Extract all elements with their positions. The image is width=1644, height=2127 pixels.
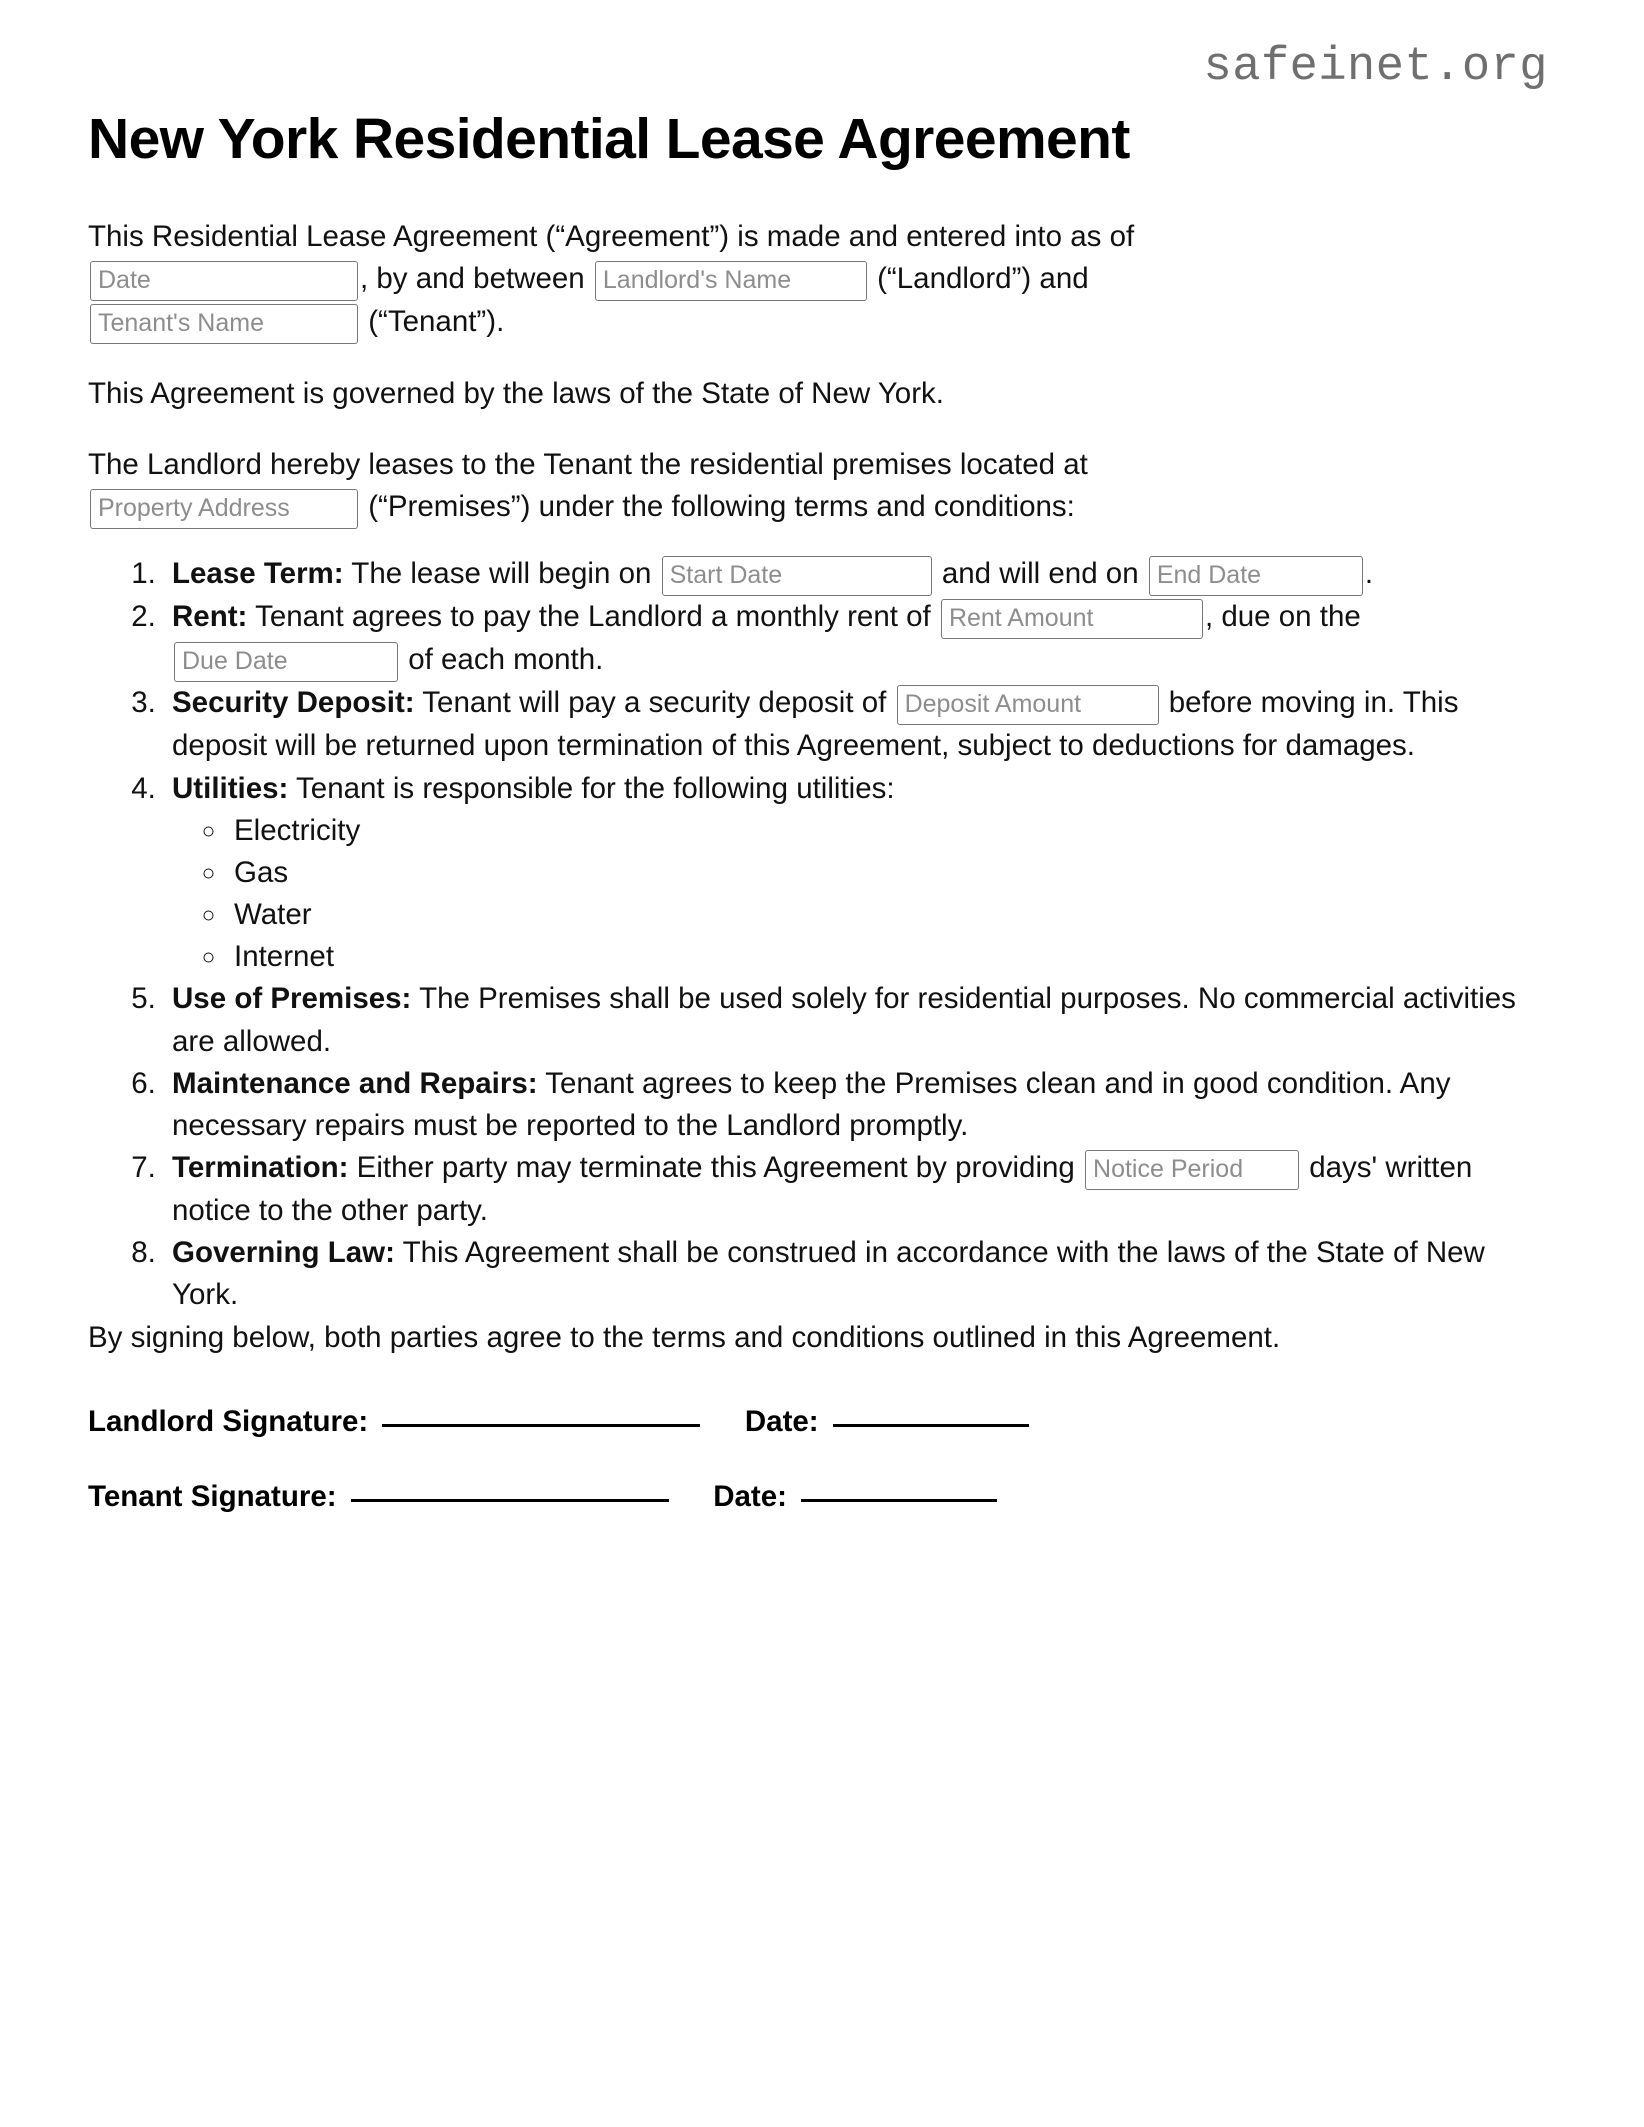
lease-end-date-input[interactable] xyxy=(1149,556,1363,596)
intro-after-landlord: (“Landlord”) and xyxy=(877,262,1089,295)
term-label-termination: Termination: xyxy=(172,1151,349,1185)
utilities-list xyxy=(172,810,1548,979)
tenant-signature-label: Tenant Signature: xyxy=(88,1479,337,1513)
premises-after-address: (“Premises”) under the following terms and conditions: xyxy=(368,490,1075,524)
landlord-date-line[interactable] xyxy=(833,1424,1029,1427)
premises-line-1: The Landlord hereby leases to the Tenant the residential premises located at xyxy=(88,448,1088,482)
lease-start-date-input[interactable] xyxy=(662,556,932,596)
term-item-security-deposit xyxy=(164,682,1548,767)
landlord-signature-line[interactable] xyxy=(382,1424,700,1427)
term-text-governing-law: This Agreement shall be construed in accordance with the laws of the State of New York. xyxy=(172,1236,1485,1312)
term-label-lease-term: Lease Term: xyxy=(172,557,344,591)
intro-paragraph xyxy=(88,216,1548,344)
landlord-date-label: Date: xyxy=(744,1404,819,1438)
list-item: ◦ Gas xyxy=(228,852,1548,894)
term-text-lease-term-middle: and will end on xyxy=(941,557,1139,591)
term-label-utilities: Utilities: xyxy=(172,771,289,805)
tenant-date-line[interactable] xyxy=(801,1499,997,1502)
term-label-governing-law: Governing Law: xyxy=(172,1236,395,1270)
list-item: ◦ Internet xyxy=(228,936,1548,978)
list-item: ◦ Water xyxy=(228,894,1548,936)
list-item: ◦ Electricity xyxy=(228,810,1548,852)
security-deposit-amount-input[interactable] xyxy=(897,685,1159,725)
intro-line-1: This Residential Lease Agreement (“Agreement”) is made and entered into as of xyxy=(88,219,1135,253)
term-text-lease-term-after: . xyxy=(1364,557,1374,591)
intro-after-date: , by and between xyxy=(360,262,585,295)
page-title: New York Residential Lease Agreement xyxy=(88,107,1130,171)
landlord-signature-row xyxy=(88,1401,1548,1444)
term-item-governing-law xyxy=(164,1232,1548,1316)
term-label-rent: Rent: xyxy=(172,600,248,634)
term-item-maintenance-and-repairs xyxy=(164,1063,1548,1147)
document-body xyxy=(88,216,1548,1518)
rent-amount-input[interactable] xyxy=(941,599,1203,639)
term-label-maintenance-and-repairs: Maintenance and Repairs: xyxy=(172,1066,538,1100)
closing-paragraph: By signing below, both parties agree to the terms and conditions outlined in this Agreement. xyxy=(88,1320,1281,1354)
term-text-termination-before: Either party may terminate this Agreement by providing xyxy=(356,1151,1075,1185)
tenant-date-label: Date: xyxy=(713,1479,787,1513)
notice-period-input[interactable] xyxy=(1085,1150,1299,1190)
signature-block xyxy=(88,1401,1548,1519)
term-label-use-of-premises: Use of Premises: xyxy=(172,982,412,1016)
term-text-rent-before: Tenant agrees to pay the Landlord a monthly rent of xyxy=(255,600,931,634)
premises-paragraph xyxy=(88,444,1548,529)
term-text-security-deposit-after: before moving in. This deposit will be returned upon termination of this Agreement, subject to deductions for damages. xyxy=(172,686,1459,763)
landlord-signature-label: Landlord Signature: xyxy=(88,1404,369,1438)
term-text-use-of-premises: The Premises shall be used solely for residential purposes. No commercial activities are allowed. xyxy=(172,982,1516,1058)
lease-terms-list xyxy=(88,553,1548,1316)
term-label-security-deposit: Security Deposit: xyxy=(172,686,415,720)
term-text-termination-after: days' written notice to the other party. xyxy=(172,1151,1473,1228)
property-address-input[interactable] xyxy=(90,489,358,529)
term-text-rent-after: of each month. xyxy=(408,643,604,677)
tenant-name-input[interactable] xyxy=(90,304,358,344)
tenant-signature-row xyxy=(88,1476,1548,1519)
tenant-signature-line[interactable] xyxy=(351,1499,669,1502)
term-text-lease-term-before: The lease will begin on xyxy=(351,557,652,591)
term-item-termination xyxy=(164,1147,1548,1232)
date-input[interactable] xyxy=(90,261,358,301)
term-text-maintenance-and-repairs: Tenant agrees to keep the Premises clean and in good condition. Any necessary repairs must be reported to the Landlord promptly. xyxy=(172,1066,1451,1142)
term-item-use-of-premises xyxy=(164,978,1548,1062)
term-item-rent xyxy=(164,596,1548,682)
term-text-utilities: Tenant is responsible for the following utilities: xyxy=(296,771,895,805)
term-item-lease-term xyxy=(164,553,1548,596)
site-watermark: safeinet.org xyxy=(1203,41,1548,94)
term-item-utilities xyxy=(164,768,1548,979)
governing-law-paragraph: This Agreement is governed by the laws of the State of New York. xyxy=(88,377,944,410)
term-text-rent-middle: , due on the xyxy=(1204,600,1361,634)
landlord-name-input[interactable] xyxy=(595,261,867,301)
rent-due-date-input[interactable] xyxy=(174,642,398,682)
term-text-security-deposit-before: Tenant will pay a security deposit of xyxy=(422,686,887,720)
intro-after-tenant: (“Tenant”). xyxy=(368,305,505,338)
